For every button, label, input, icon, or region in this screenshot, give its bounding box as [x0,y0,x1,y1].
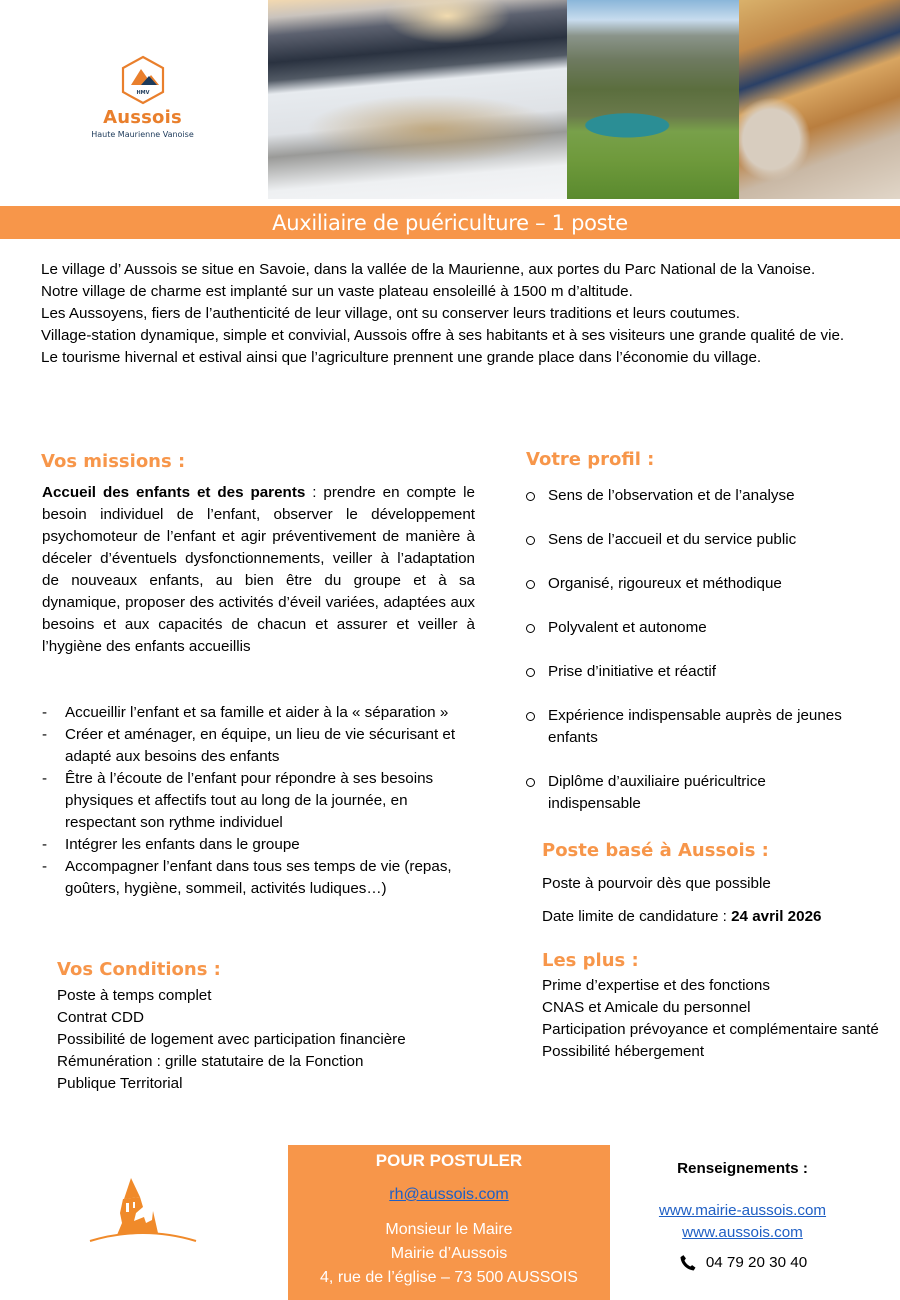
list-item: Sens de l’observation et de l’analyse [526,485,886,507]
deadline-label: Date limite de candidature : [542,908,732,925]
logo-name: Aussois [103,107,182,128]
intro-line: Notre village de charme est implanté sur un vaste plateau ensoleillé à 1500 m d’altitude. [41,283,633,300]
circle-bullet-icon [526,492,535,501]
info-block [630,1158,855,1274]
list-item: Diplôme d’auxiliaire puéricultrice indispensable [526,771,816,815]
list-item: Prime d’expertise et des fonctions [542,977,770,994]
website-link-aussois[interactable]: www.aussois.com [682,1224,803,1241]
photo-mountain-lake [567,0,739,199]
list-item: - Créer et aménager, en équipe, un lieu de vie sécurisant et adapté aux besoins des enfants [42,726,456,765]
missions-lead-bold: Accueil des enfants et des parents [42,484,306,501]
intro-line: Village-station dynamique, simple et convivial, Aussois offre à ses habitants et à ses visiteurs une grande qualité de vie. [41,327,845,344]
address-line: Mairie d’Aussois [390,1245,508,1262]
phone-icon [678,1253,698,1273]
list-item: Rémunération : grille statutaire de la Fonction Publique Territorial [57,1053,364,1092]
deadline-value: 24 avril 2026 [731,908,822,925]
intro-line: Le tourisme hivernal et estival ainsi que l’agriculture prennent une grande place dans l’économie du village. [41,349,762,366]
mountain-hexagon-icon [119,55,167,105]
phone-number: 04 79 20 30 40 [705,1254,808,1271]
dash-bullet: - [42,726,48,743]
website-link-mairie[interactable]: www.mairie-aussois.com [658,1202,827,1219]
profil-heading: Votre profil : [526,449,655,470]
list-item: Contrat CDD [57,1009,144,1026]
apply-address [288,1218,610,1290]
circle-bullet-icon [526,712,535,721]
list-item: CNAS et Amicale du personnel [542,999,751,1016]
list-item: Expérience indispensable auprès de jeunes enfants [526,705,871,749]
apply-title: POUR POSTULER [375,1151,523,1170]
list-item: Polyvalent et autonome [526,617,886,639]
intro-line: Le village d’ Aussois se situe en Savoie, dans la vallée de la Maurienne, aux portes du Parc National de la Vanoise. [41,261,816,278]
missions-heading: Vos missions : [41,451,186,472]
apply-box [288,1145,610,1300]
intro-line: Les Aussoyens, fiers de l’authenticité de leur village, ont su conserver leurs traditions et leurs coutumes. [41,305,740,322]
list-item: Prise d’initiative et réactif [526,661,886,683]
list-item: Possibilité hébergement [542,1043,705,1060]
circle-bullet-icon [526,580,535,589]
plus-list [542,975,887,1063]
header-photo-strip [268,0,900,199]
address-line: Monsieur le Maire [385,1221,513,1238]
missions-list [42,702,482,900]
list-item: Organisé, rigoureux et méthodique [526,573,886,595]
poste-heading: Poste basé à Aussois : [542,840,769,861]
aussois-logo [80,55,205,139]
poste-availability: Poste à pourvoir dès que possible [542,875,771,892]
dash-bullet: - [42,704,48,721]
circle-bullet-icon [526,536,535,545]
missions-description [42,482,475,658]
circle-bullet-icon [526,778,535,787]
circle-bullet-icon [526,668,535,677]
dash-bullet: - [42,858,48,875]
list-item: Possibilité de logement avec participation financière [57,1031,406,1048]
list-item: Sens de l’accueil et du service public [526,529,886,551]
list-item: Participation prévoyance et complémentaire santé [542,1021,879,1038]
conditions-list [57,985,477,1095]
list-item: - Accueillir l’enfant et sa famille et aider à la « séparation » [42,702,482,724]
photo-village-street [739,0,900,199]
church-logo-icon [88,1175,198,1250]
photo-winter-village [268,0,567,199]
phone-contact [630,1252,855,1274]
list-item: Poste à temps complet [57,987,212,1004]
profil-list [526,485,886,837]
list-item: - Intégrer les enfants dans le groupe [42,834,482,856]
job-title-banner [0,206,900,239]
plus-heading: Les plus : [542,950,639,971]
apply-email-link[interactable]: rh@aussois.com [389,1186,509,1203]
address-line: 4, rue de l’église – 73 500 AUSSOIS [320,1269,578,1286]
missions-lead-text: : prendre en compte le besoin individuel de l’enfant, observer le développement psychomoteur de l’enfant et agir préventivement de manière à déceler d’éventuels dysfonctionnements, veiller à l’adaptation de nouveaux enfants, au bien être du groupe et à sa dynamique, proposer des activités d’éveil variées, adaptées aux besoins et aux capacités de chacun et assurer et veiller à l’hygiène des enfants accueillis [42,484,475,655]
job-title: Auxiliaire de puériculture – 1 poste [272,210,628,235]
conditions-heading: Vos Conditions : [57,959,221,980]
list-item: - Être à l’écoute de l’enfant pour répondre à ses besoins physiques et affectifs tout au long de la journée, en respectant son rythme individuel [42,770,434,831]
list-item: - Accompagner l’enfant dans tous ses temps de vie (repas, goûters, hygiène, sommeil, activités ludiques…) [42,858,452,897]
info-title: Renseignements : [677,1160,808,1177]
poste-deadline [542,906,821,928]
logo-subtitle: Haute Maurienne Vanoise [91,130,194,139]
circle-bullet-icon [526,624,535,633]
intro-text [41,259,861,369]
dash-bullet: - [42,770,48,787]
dash-bullet: - [42,836,48,853]
svg-text:HMV: HMV [135,90,150,96]
